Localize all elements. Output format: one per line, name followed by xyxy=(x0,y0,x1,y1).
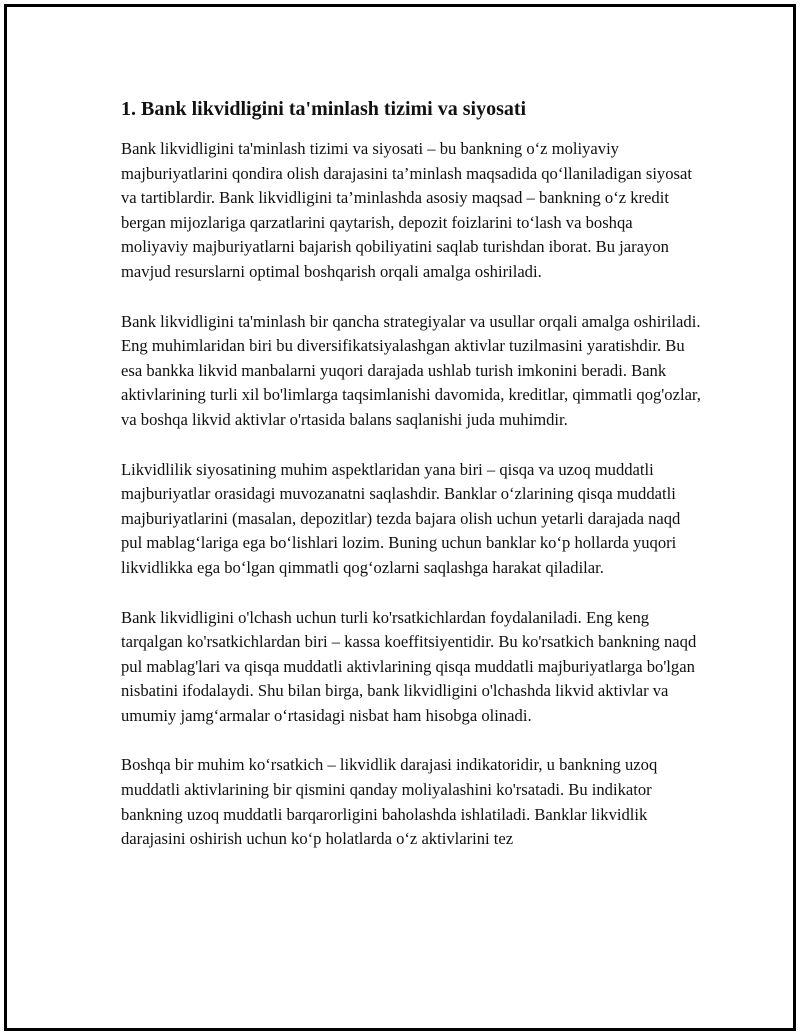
document-body xyxy=(121,95,701,877)
document-page xyxy=(4,4,796,1031)
paragraph-3: Likvidlilik siyosatining muhim aspektlaridan yana biri – qisqa va uzoq muddatli majburiyatlar orasidagi muvozanatni saqlashdir. Banklar o‘zlarining qisqa muddatli majburiyatlarini (masalan, depozitlar) tezda bajara olish uchun yetarli darajada naqd pul mablag‘lariga ega bo‘lishlari lozim. Buning uchun banklar ko‘p hollarda yuqori likvidlikka ega bo‘lgan qimmatli qog‘ozlarni saqlashga harakat qiladilar. xyxy=(121,459,681,577)
paragraph-5: Boshqa bir muhim ko‘rsatkich – likvidlik darajasi indikatoridir, u bankning uzoq muddatli aktivlarining bir qismini qanday moliyalashini ko'rsatadi. Bu indikator bankning uzoq muddatli barqarorligini baholashda ishlatiladi. Banklar likvidlik darajasini oshirish uchun ko‘p holatlarda o‘z aktivlarini tez xyxy=(121,755,658,849)
paragraph-2: Bank likvidligini ta'minlash bir qancha strategiyalar va usullar orqali amalga oshiriladi. Eng muhimlaridan biri bu diversifikatsiyalashgan aktivlar tuzilmasini yaratishdir. Bu esa bankka likvid manbalarni yuqori darajada ushlab turish imkonini beradi. Bank aktivlarining turli xil bo'limlarga taqsimlanishi davomida, kreditlar, qimmatli qog'ozlar, va boshqa likvid aktivlar o'rtasida balans saqlanishi juda muhimdir. xyxy=(121,311,701,429)
paragraph-1: Bank likvidligini ta'minlash tizimi va siyosati – bu bankning o‘z moliyaviy majburiyatlarini qondira olish darajasini ta’minlash maqsadida qo‘llaniladigan siyosat va tartiblardir. Bank likvidligini ta’minlashda asosiy maqsad – bankning o‘z kredit bergan mijozlariga qarzatlarini qaytarish, depozit foizlarini to‘lash va boshqa moliyaviy majburiyatlarni bajarish qobiliyatini saqlab turishdan iborat. Bu jarayon mavjud resurslarni optimal boshqarish orqali amalga oshiriladi. xyxy=(121,139,692,281)
section-heading: 1. Bank likvidligini ta'minlash tizimi va siyosati xyxy=(121,98,527,120)
paragraph-4: Bank likvidligini o'lchash uchun turli ko'rsatkichlardan foydalaniladi. Eng keng tarqalgan ko'rsatkichlardan biri – kassa koeffitsiyentidir. Bu ko'rsatkich bankning naqd pul mablag'lari va qisqa muddatli aktivlarining qisqa muddatli majburiyatlarga bo'lgan nisbatini ifodalaydi. Shu bilan birga, bank likvidligini o'lchashda likvid aktivlar va umumiy jamg‘armalar o‘rtasidagi nisbat ham hisobga olinadi. xyxy=(121,607,697,725)
